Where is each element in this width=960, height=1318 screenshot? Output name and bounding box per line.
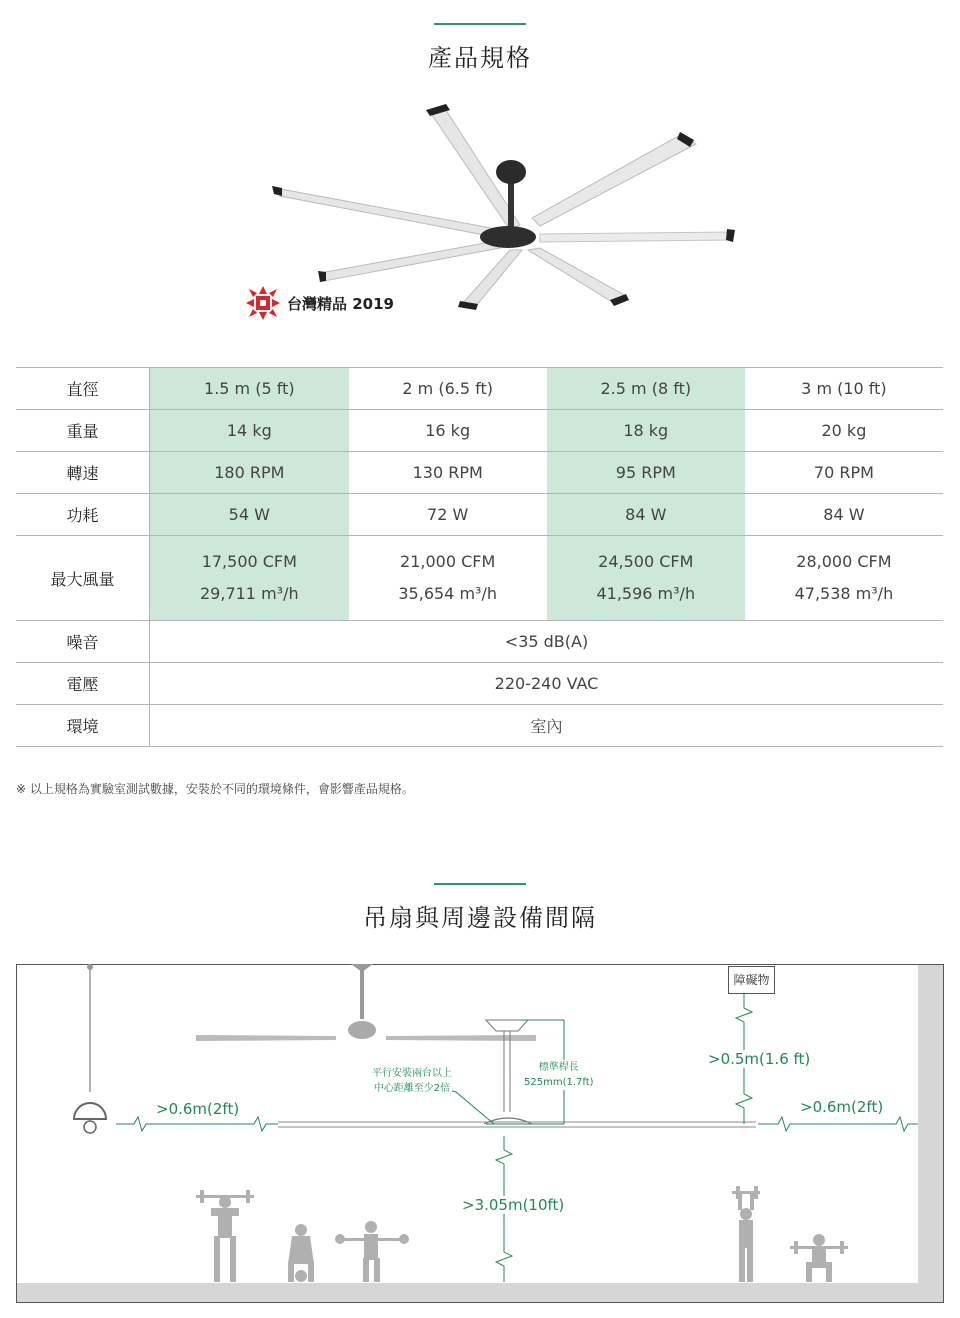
table-row — [16, 621, 943, 663]
table-row-airflow — [16, 536, 943, 621]
table-cell: 18 kg — [547, 410, 745, 452]
motor-hub — [480, 226, 536, 248]
clearance-diagram — [16, 964, 944, 1304]
cfm-value: 24,500 CFM — [598, 552, 694, 571]
parallel-install-note — [372, 1066, 452, 1096]
row-label: 最大風量 — [16, 536, 150, 621]
row-label: 環境 — [16, 705, 150, 747]
floor-clearance-label: >3.05m(10ft) — [462, 1196, 565, 1214]
table-cell: 180 RPM — [150, 452, 349, 494]
table-cell: 室內 — [150, 705, 944, 747]
table-row — [16, 494, 943, 536]
table-cell: 220-240 VAC — [150, 663, 944, 705]
ceiling-clearance-label: >0.5m(1.6 ft) — [708, 1050, 811, 1068]
table-cell: 14 kg — [150, 410, 349, 452]
fan-blades — [275, 107, 732, 306]
rod-length-note — [524, 1060, 594, 1090]
spec-table — [16, 367, 943, 747]
row-label: 直徑 — [16, 368, 150, 410]
table-cell: 70 RPM — [745, 452, 943, 494]
wall-clearance-label: >0.6m(2ft) — [800, 1098, 884, 1116]
table-cell: 84 W — [547, 494, 745, 536]
row-label: 功耗 — [16, 494, 150, 536]
table-row — [16, 663, 943, 705]
row-label: 噪音 — [16, 621, 150, 663]
cfm-value: 28,000 CFM — [796, 552, 892, 571]
award-label: 台灣精品 2019 — [287, 294, 394, 313]
table-row — [16, 705, 943, 747]
spec-section-title: 產品規格 — [428, 44, 532, 72]
row-label: 重量 — [16, 410, 150, 452]
floor — [17, 1283, 943, 1302]
lamp-clearance-label: >0.6m(2ft) — [156, 1100, 240, 1118]
wall — [918, 965, 943, 1302]
table-cell — [150, 536, 349, 621]
obstacle-box: 障礙物 — [728, 966, 775, 994]
table-cell: 20 kg — [745, 410, 943, 452]
table-row — [16, 410, 943, 452]
m3h-value: 41,596 m³/h — [596, 584, 696, 603]
title-accent-bar — [434, 883, 526, 885]
table-cell: 84 W — [745, 494, 943, 536]
down-rod — [508, 178, 514, 228]
table-cell: 1.5 m (5 ft) — [150, 368, 349, 410]
table-cell — [745, 536, 943, 621]
pendant-lamp-icon — [74, 964, 106, 1133]
table-cell — [547, 536, 745, 621]
table-cell: 72 W — [349, 494, 547, 536]
note-line: 525mm(1.7ft) — [524, 1077, 594, 1088]
note-line: 中心距離至少2倍 — [373, 1083, 451, 1094]
row-label: 轉速 — [16, 452, 150, 494]
table-cell: 2.5 m (8 ft) — [547, 368, 745, 410]
spec-footnote: ※ 以上規格為實驗室測試數據，安裝於不同的環境條件，會影響產品規格。 — [16, 782, 414, 796]
table-cell — [349, 536, 547, 621]
canopy — [496, 160, 526, 184]
row-label: 電壓 — [16, 663, 150, 705]
table-cell: <35 dB(A) — [150, 621, 944, 663]
table-cell: 3 m (10 ft) — [745, 368, 943, 410]
cfm-value: 21,000 CFM — [400, 552, 496, 571]
table-cell: 2 m (6.5 ft) — [349, 368, 547, 410]
table-cell: 54 W — [150, 494, 349, 536]
clearance-section-title: 吊扇與周邊設備間隔 — [363, 904, 597, 932]
adjacent-fan-icon — [196, 964, 536, 1041]
note-line: 平行安裝兩台以上 — [372, 1068, 452, 1079]
taiwan-excellence-logo-icon — [245, 285, 281, 321]
table-cell: 95 RPM — [547, 452, 745, 494]
m3h-value: 47,538 m³/h — [794, 584, 894, 603]
table-cell: 16 kg — [349, 410, 547, 452]
cfm-value: 17,500 CFM — [201, 552, 297, 571]
note-line: 標準桿長 — [538, 1062, 579, 1073]
award-badge — [245, 285, 394, 321]
room-illustration — [16, 964, 944, 1304]
table-row — [16, 368, 943, 410]
table-row — [16, 452, 943, 494]
m3h-value: 29,711 m³/h — [200, 584, 299, 603]
table-cell: 130 RPM — [349, 452, 547, 494]
m3h-value: 35,654 m³/h — [398, 584, 497, 603]
title-accent-bar — [434, 23, 526, 25]
